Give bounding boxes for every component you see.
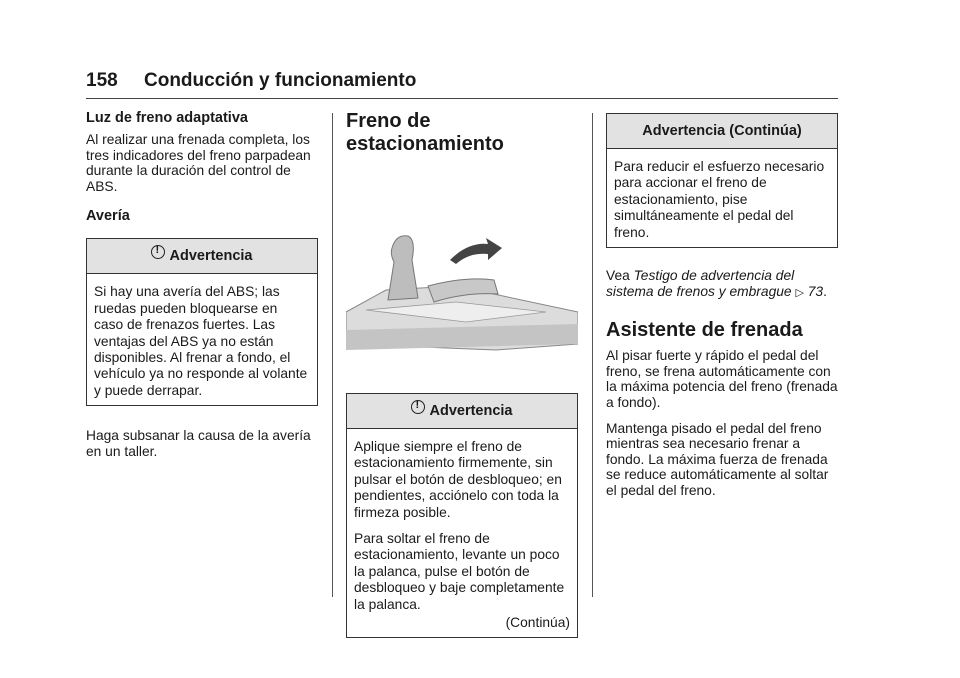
warning-text: Para reducir el esfuerzo necesario para accionar el freno de estacionamiento, pise simultáneamente el pedal del freno. (614, 159, 825, 240)
reference-link[interactable]: Testigo de advertencia del sistema de frenos y embrague (606, 268, 795, 299)
warning-title: Advertencia (429, 403, 513, 419)
reference-page[interactable]: 73 (807, 283, 824, 299)
column-2 (346, 110, 578, 638)
warning-box-abs (86, 238, 318, 406)
column-divider (592, 113, 593, 597)
warning-icon (151, 245, 165, 259)
heading-parking-brake: Freno de estacionamiento (346, 110, 504, 155)
page-number: 158 (86, 70, 118, 91)
heading-failure: Avería (86, 208, 130, 225)
brake-assist-text-2: Mantenga pisado el pedal del freno mientras sea necesario frenar a fondo. La máxima fuerza de frenada se reduce automáticamente al soltar el pedal del freno. (606, 420, 829, 498)
column-1 (86, 110, 318, 469)
chapter-title: Conducción y funcionamiento (144, 70, 417, 91)
repair-text: Haga subsanar la causa de la avería en un taller. (86, 428, 311, 459)
see-reference: Vea Testigo de advertencia del sistema de frenos y embrague ▷ 73. (606, 268, 827, 299)
page-ref-icon: ▷ (795, 286, 804, 299)
continued-label: (Continúa) (505, 615, 570, 631)
warning-text: Si hay una avería del ABS; las ruedas pueden bloquearse en caso de frenazos fuertes. Las ventajas del ABS ya no están disponibles. Al frenar a fondo, el vehículo ya no responde al volante y puede derrapar. (94, 284, 308, 398)
warning-text-1: Aplique siempre el freno de estacionamiento firmemente, sin pulsar el botón de desbloqueo; en pendientes, acciónelo con toda la firmeza posible. (354, 439, 562, 520)
warning-text-2: Para soltar el freno de estacionamiento, levante un poco la palanca, pulse el botón de desbloqueo y baje completamente la palanca. (354, 531, 565, 612)
column-divider (332, 113, 333, 597)
warning-title: Advertencia (Continúa) (642, 123, 802, 139)
warning-title: Advertencia (169, 248, 253, 265)
adaptive-brake-light-text: Al realizar una frenada completa, los tres indicadores del freno parpadean durante la duración del control de ABS. (86, 132, 311, 194)
heading-brake-assist: Asistente de frenada (606, 319, 803, 342)
brake-assist-text-1: Al pisar fuerte y rápido el pedal del freno, se frena automáticamente con la máxima potencia del freno (frenada a fondo). (606, 348, 838, 410)
heading-adaptive-brake-light: Luz de freno adaptativa (86, 110, 248, 126)
page-header (86, 70, 838, 99)
warning-box-continued (606, 113, 838, 248)
parking-brake-illustration (346, 220, 578, 360)
column-3 (606, 110, 838, 509)
warning-icon (411, 400, 425, 414)
warning-box-parking (346, 393, 578, 638)
